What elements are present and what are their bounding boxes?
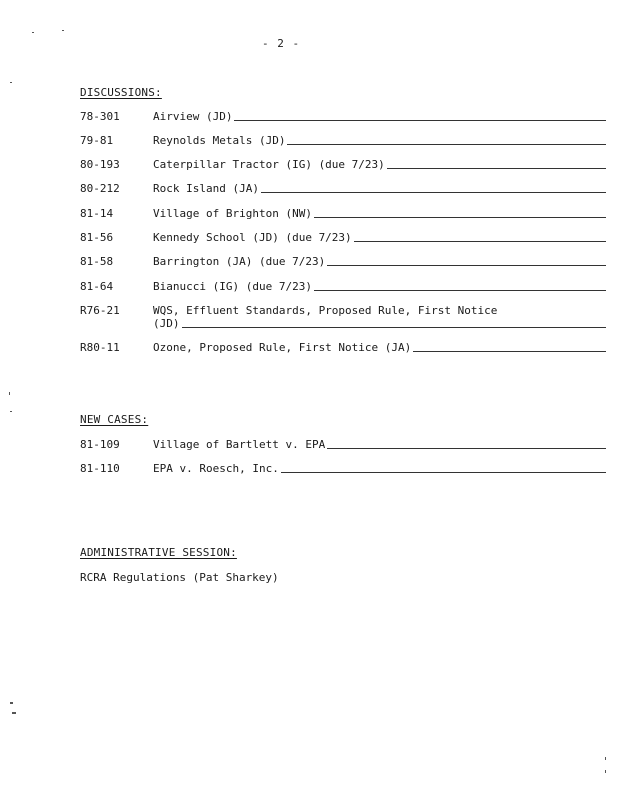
docket-number: 81-109 — [80, 438, 120, 451]
item-title: Village of Bartlett v. EPA — [153, 438, 326, 451]
discussions-heading: DISCUSSIONS: — [80, 86, 162, 99]
item-title: Kennedy School (JD) (due 7/23) — [153, 231, 352, 244]
agenda-item — [80, 255, 606, 271]
fill-line — [354, 240, 606, 242]
scan-speck — [62, 30, 64, 31]
agenda-item — [80, 280, 606, 296]
item-title: Barrington (JA) (due 7/23) — [153, 255, 326, 268]
item-title: Rock Island (JA) — [153, 182, 259, 195]
fill-line — [314, 289, 606, 291]
item-title: EPA v. Roesch, Inc. — [153, 462, 279, 475]
agenda-item — [80, 182, 606, 198]
agenda-item — [80, 231, 606, 247]
docket-number: 81-110 — [80, 462, 120, 475]
item-title: Ozone, Proposed Rule, First Notice (JA) — [153, 341, 412, 354]
scan-speck — [605, 770, 606, 773]
agenda-item — [80, 158, 606, 174]
scan-speck — [32, 32, 34, 33]
fill-line — [234, 119, 606, 121]
fill-line — [327, 264, 606, 266]
scan-speck — [12, 712, 16, 714]
item-title-continued: (JD) — [153, 317, 180, 330]
agenda-item — [80, 438, 606, 454]
agenda-item — [80, 134, 606, 150]
administrative-session-heading: ADMINISTRATIVE SESSION: — [80, 546, 237, 559]
scan-speck — [605, 757, 606, 760]
fill-line — [182, 326, 607, 328]
item-title: Bianucci (IG) (due 7/23) — [153, 280, 312, 293]
agenda-item — [80, 341, 606, 357]
docket-number: 81-56 — [80, 231, 114, 244]
fill-line — [287, 143, 606, 145]
administrative-session-item: RCRA Regulations (Pat Sharkey) — [80, 571, 279, 584]
new-cases-heading: NEW CASES: — [80, 413, 149, 426]
scan-speck — [9, 392, 10, 395]
item-title: Village of Brighton (NW) — [153, 207, 312, 220]
docket-number: R80-11 — [80, 341, 120, 354]
agenda-item — [80, 207, 606, 223]
scan-speck — [10, 702, 13, 704]
item-title: Caterpillar Tractor (IG) (due 7/23) — [153, 158, 385, 171]
agenda-item — [80, 110, 606, 126]
agenda-item — [80, 462, 606, 478]
docket-number: R76-21 — [80, 304, 120, 317]
docket-number: 81-64 — [80, 280, 114, 293]
docket-number: 80-212 — [80, 182, 120, 195]
fill-line — [387, 167, 606, 169]
fill-line — [314, 216, 606, 218]
fill-line — [327, 447, 606, 449]
docket-number: 81-14 — [80, 207, 114, 220]
docket-number: 79-81 — [80, 134, 114, 147]
item-title: Airview (JD) — [153, 110, 233, 123]
fill-line — [413, 350, 606, 352]
page-number: - 2 - — [262, 37, 301, 50]
docket-number: 78-301 — [80, 110, 120, 123]
agenda-item — [80, 304, 606, 334]
fill-line — [261, 191, 606, 193]
fill-line — [281, 471, 606, 473]
item-title: WQS, Effluent Standards, Proposed Rule, First Notice — [153, 304, 498, 317]
scan-speck — [10, 82, 12, 83]
item-title: Reynolds Metals (JD) — [153, 134, 286, 147]
scan-speck — [10, 411, 12, 412]
docket-number: 80-193 — [80, 158, 120, 171]
docket-number: 81-58 — [80, 255, 114, 268]
